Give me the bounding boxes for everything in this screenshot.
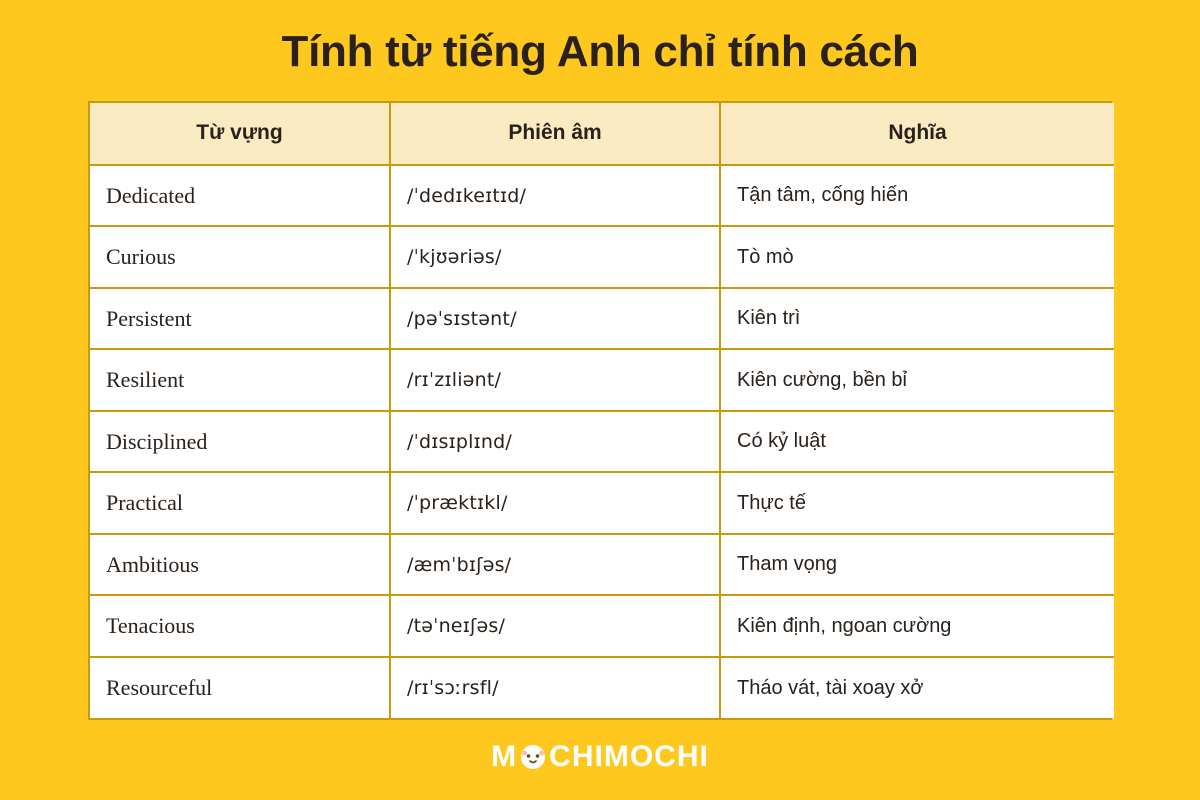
table-row [90,288,1114,350]
cell-pronunciation: /æmˈbɪʃəs/ [390,534,720,596]
table-row [90,595,1114,657]
table-header [90,103,1114,165]
cell-meaning: Tham vọng [720,534,1114,596]
mochi-mascot-icon [518,742,548,772]
cell-word: Dedicated [90,165,390,227]
table-header-row [90,103,1114,165]
cell-word: Disciplined [90,411,390,473]
cell-word: Persistent [90,288,390,350]
vocabulary-table-container [88,101,1112,721]
table-row [90,165,1114,227]
table-row [90,534,1114,596]
cell-word: Curious [90,226,390,288]
table-row [90,411,1114,473]
column-header-word: Từ vựng [90,103,390,165]
cell-meaning: Tận tâm, cống hiến [720,165,1114,227]
cell-pronunciation: /pəˈsɪstənt/ [390,288,720,350]
cell-meaning: Có kỷ luật [720,411,1114,473]
cell-meaning: Tò mò [720,226,1114,288]
cell-pronunciation: /ˈdedɪkeɪtɪd/ [390,165,720,227]
cell-meaning: Thực tế [720,472,1114,534]
cell-meaning: Kiên định, ngoan cường [720,595,1114,657]
cell-pronunciation: /ˈkjʊəriəs/ [390,226,720,288]
cell-pronunciation: /ˈpræktɪkl/ [390,472,720,534]
table-row [90,472,1114,534]
cell-word: Resourceful [90,657,390,719]
column-header-pronunciation: Phiên âm [390,103,720,165]
logo-prefix: M [491,740,518,773]
logo-text [491,740,709,774]
cell-pronunciation: /rɪˈzɪliənt/ [390,349,720,411]
footer-logo [0,740,1200,774]
cell-pronunciation: /ˈdɪsɪplɪnd/ [390,411,720,473]
cell-pronunciation: /təˈneɪʃəs/ [390,595,720,657]
cell-pronunciation: /rɪˈsɔːrsfl/ [390,657,720,719]
cell-word: Practical [90,472,390,534]
cell-meaning: Kiên cường, bền bỉ [720,349,1114,411]
cell-word: Ambitious [90,534,390,596]
logo-suffix: CHIMOCHI [549,740,709,773]
table-body [90,165,1114,719]
table-row [90,657,1114,719]
vocabulary-table [90,103,1114,719]
cell-word: Resilient [90,349,390,411]
cell-meaning: Tháo vát, tài xoay xở [720,657,1114,719]
table-row [90,349,1114,411]
column-header-meaning: Nghĩa [720,103,1114,165]
table-row [90,226,1114,288]
page-title: Tính từ tiếng Anh chỉ tính cách [281,27,919,76]
cell-word: Tenacious [90,595,390,657]
cell-meaning: Kiên trì [720,288,1114,350]
